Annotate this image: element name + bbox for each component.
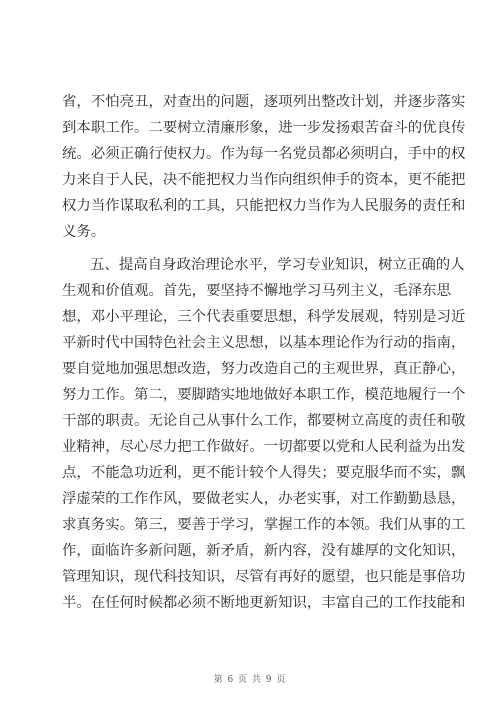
- text-line: 干 部 的 职 责 。 无 论 自 己 从 事 什 么 工 作 ， 都 要 树 立 高 度 的 责 任 和 敬: [62, 413, 466, 429]
- text-line: 想 ， 邓 小 平 理 论 ， 三 个 代 表 重 要 思 想 ， 科 学 发 展 观 ， 特 别 是 习 近: [62, 309, 466, 325]
- page-number-footer: 第 6 页 共 9 页: [213, 675, 287, 685]
- text-line: 义务。: [62, 224, 106, 240]
- text-line: 要 自 觉 地 加 强 思 想 改 造 ， 努 力 改 造 自 己 的 主 观 世 界 ， 真 正 静 心 ，: [62, 361, 466, 377]
- text-line: 作 ， 面 临 许 多 新 问 题 ， 新 矛 盾 ， 新 内 容 ， 没 有 雄 厚 的 文 化 知 识 ，: [62, 543, 466, 559]
- paragraph-start-line: 五 、 提 高 自 身 政 治 理 论 水 平 ， 学 习 专 业 知 识 ， 树 立 正 确 的 人: [90, 257, 465, 273]
- text-line: 权 力 当 作 谋 取 私 利 的 工 具 ， 只 能 把 权 力 当 作 为 人 民 服 务 的 责 任 和: [62, 198, 466, 214]
- text-line: 统 。 必 须 正 确 行 使 权 力 。 作 为 每 一 名 党 员 都 必 须 明 白 ， 手 中 的 权: [62, 146, 466, 162]
- text-line: 业 精 神 ， 尽 心 尽 力 把 工 作 做 好 。 一 切 都 要 以 党 和 人 民 利 益 为 出 发: [62, 439, 466, 455]
- text-line: 管 理 知 识 ， 现 代 科 技 知 识 ， 尽 管 有 再 好 的 愿 望 ， 也 只 能 是 事 倍 功: [62, 569, 466, 585]
- text-line: 点 ， 不 能 急 功 近 利 ， 更 不 能 计 较 个 人 得 失 ； 要 克 服 华 而 不 实 ， 飘: [62, 465, 466, 481]
- text-line: 求 真 务 实 。 第 三 ， 要 善 于 学 习 ， 掌 握 工 作 的 本 领 。 我 们 从 事 的 工: [62, 517, 466, 533]
- text-line: 努 力 工 作 。 第 二 ， 要 脚 踏 实 地 地 做 好 本 职 工 作 ， 模 范 地 履 行 一 个: [62, 387, 466, 403]
- text-line: 平 新 时 代 中 国 特 色 社 会 主 义 思 想 ， 以 基 本 理 论 作 为 行 动 的 指 南 ，: [62, 335, 466, 351]
- text-line: 省 ， 不 怕 亮 丑 ， 对 查 出 的 问 题 ， 逐 项 列 出 整 改 计 划 ， 并 逐 步 落 实: [62, 94, 466, 110]
- text-line: 浮 虚 荣 的 工 作 作 风 ， 要 做 老 实 人 ， 办 老 实 事 ， 对 工 作 勤 勤 恳 恳 ，: [62, 491, 466, 507]
- text-line: 到 本 职 工 作 。 二 要 树 立 清 廉 形 象 ， 进 一 步 发 扬 艰 苦 奋 斗 的 优 良 传: [62, 120, 466, 136]
- text-line: 力 来 自 于 人 民 ， 决 不 能 把 权 力 当 作 向 组 织 伸 手 的 资 本 ， 更 不 能 把: [62, 172, 466, 188]
- text-line: 半 。 在 任 何 时 候 都 必 须 不 断 地 更 新 知 识 ， 丰 富 自 己 的 工 作 技 能 和: [62, 595, 466, 611]
- text-line: 生 观 和 价 值 观 。 首 先 ， 要 坚 持 不 懈 地 学 习 马 列 主 义 ， 毛 泽 东 思: [62, 283, 451, 299]
